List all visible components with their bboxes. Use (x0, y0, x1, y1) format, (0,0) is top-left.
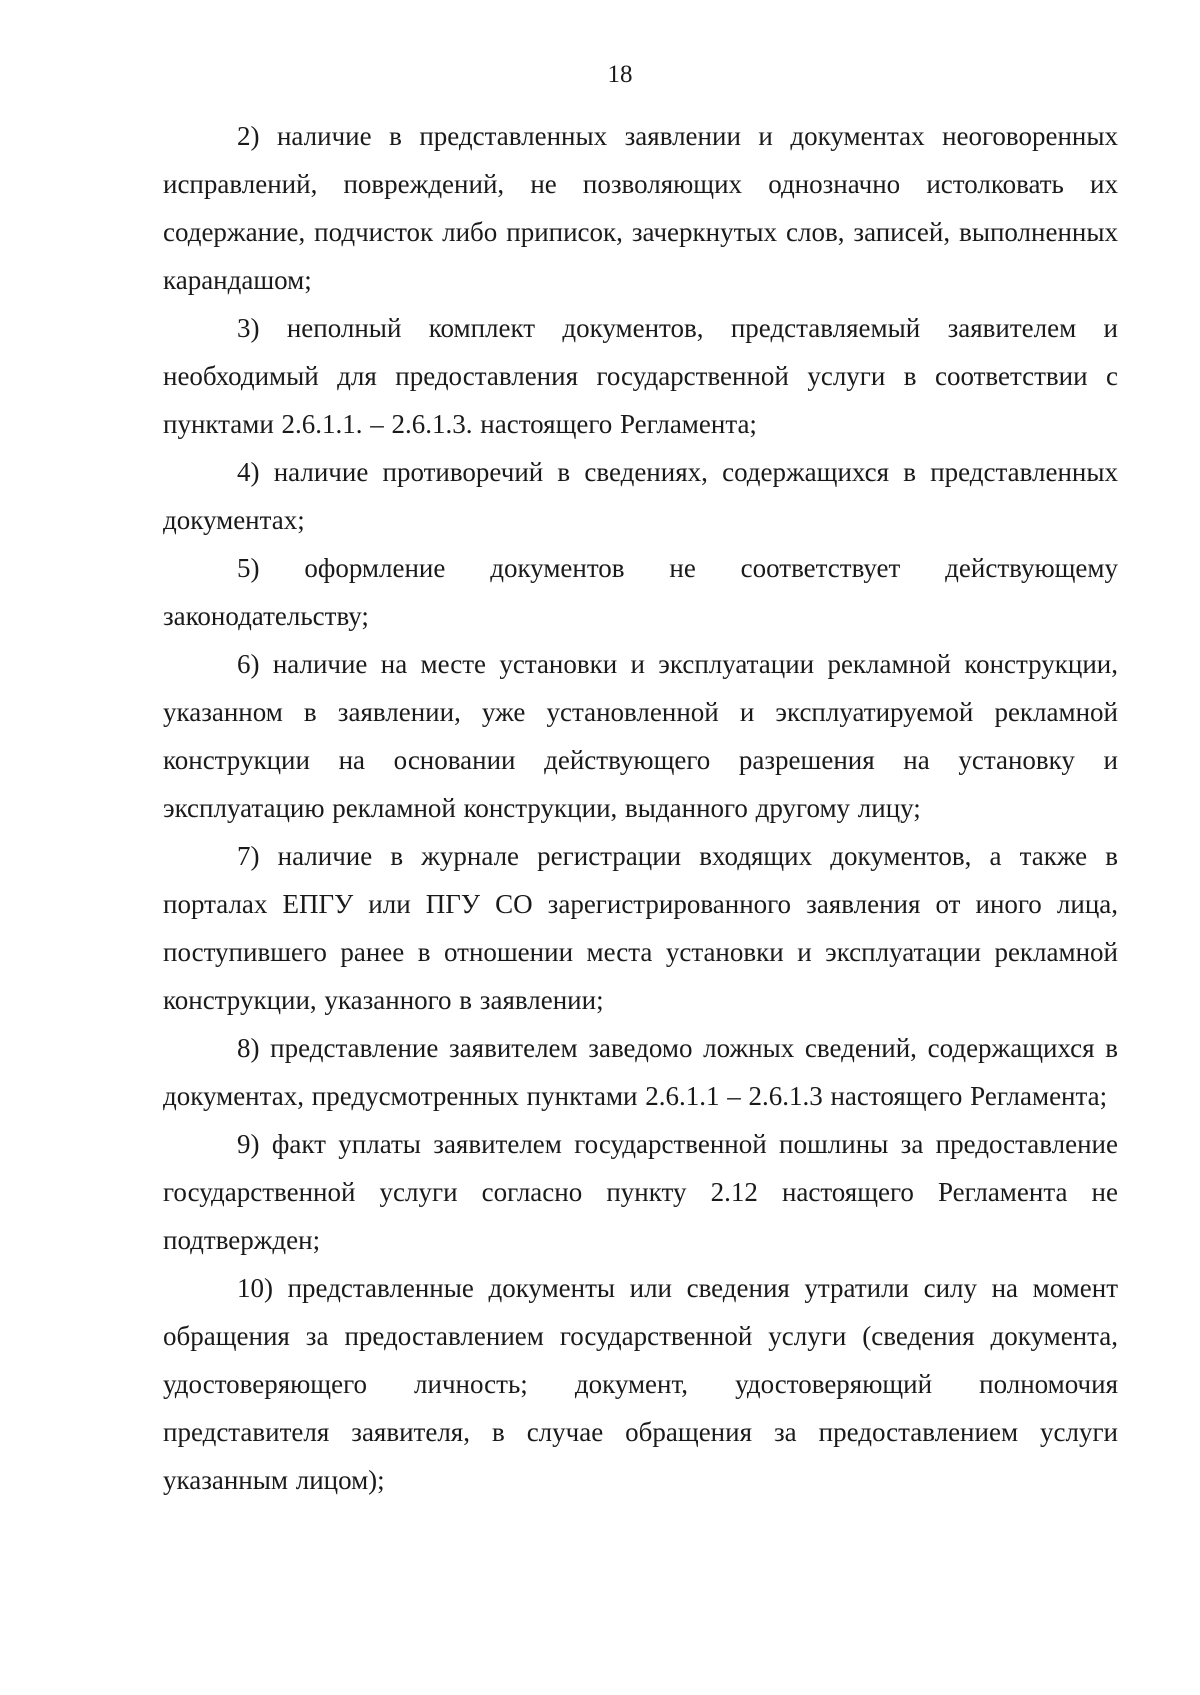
paragraph-item-8: 8) представление заявителем заведомо ложных сведений, содержащихся в документах, предусмотренных пунктами 2.6.1.1 – 2.6.1.3 настоящего Регламента; (163, 1033, 1118, 1111)
paragraph-item-2: 2) наличие в представленных заявлении и документах неоговоренных исправлений, повреждений, не позволяющих однозначно истолковать их содержание, подчисток либо приписок, зачеркнутых слов, записей, выполненных карандашом; (163, 121, 1118, 295)
page-number: 18 (607, 61, 633, 88)
paragraph-item-6: 6) наличие на месте установки и эксплуатации рекламной конструкции, указанном в заявлении, уже установленной и эксплуатируемой рекламной конструкции на основании действующего разрешения на установку и эксплуатацию рекламной конструкции, выданного другому лицу; (163, 649, 1118, 823)
paragraph-item-5: 5) оформление документов не соответствует действующему законодательству; (163, 553, 1118, 631)
paragraph-item-9: 9) факт уплаты заявителем государственной пошлины за предоставление государственной услуги согласно пункту 2.12 настоящего Регламента не подтвержден; (163, 1129, 1118, 1255)
paragraph-item-3: 3) неполный комплект документов, представляемый заявителем и необходимый для предоставления государственной услуги в соответствии с пунктами 2.6.1.1. – 2.6.1.3. настоящего Регламента; (163, 313, 1118, 439)
paragraph-item-4: 4) наличие противоречий в сведениях, содержащихся в представленных документах; (163, 457, 1118, 535)
document-body (163, 112, 1118, 1504)
paragraph-item-10: 10) представленные документы или сведения утратили силу на момент обращения за предоставлением государственной услуги (сведения документа, удостоверяющего личность; документ, удостоверяющий полномочия представителя заявителя, в случае обращения за предоставлением услуги указанным лицом); (163, 1273, 1118, 1495)
paragraph-item-7: 7) наличие в журнале регистрации входящих документов, а также в порталах ЕПГУ или ПГУ СО зарегистрированного заявления от иного лица, поступившего ранее в отношении места установки и эксплуатации рекламной конструкции, указанного в заявлении; (163, 841, 1118, 1015)
